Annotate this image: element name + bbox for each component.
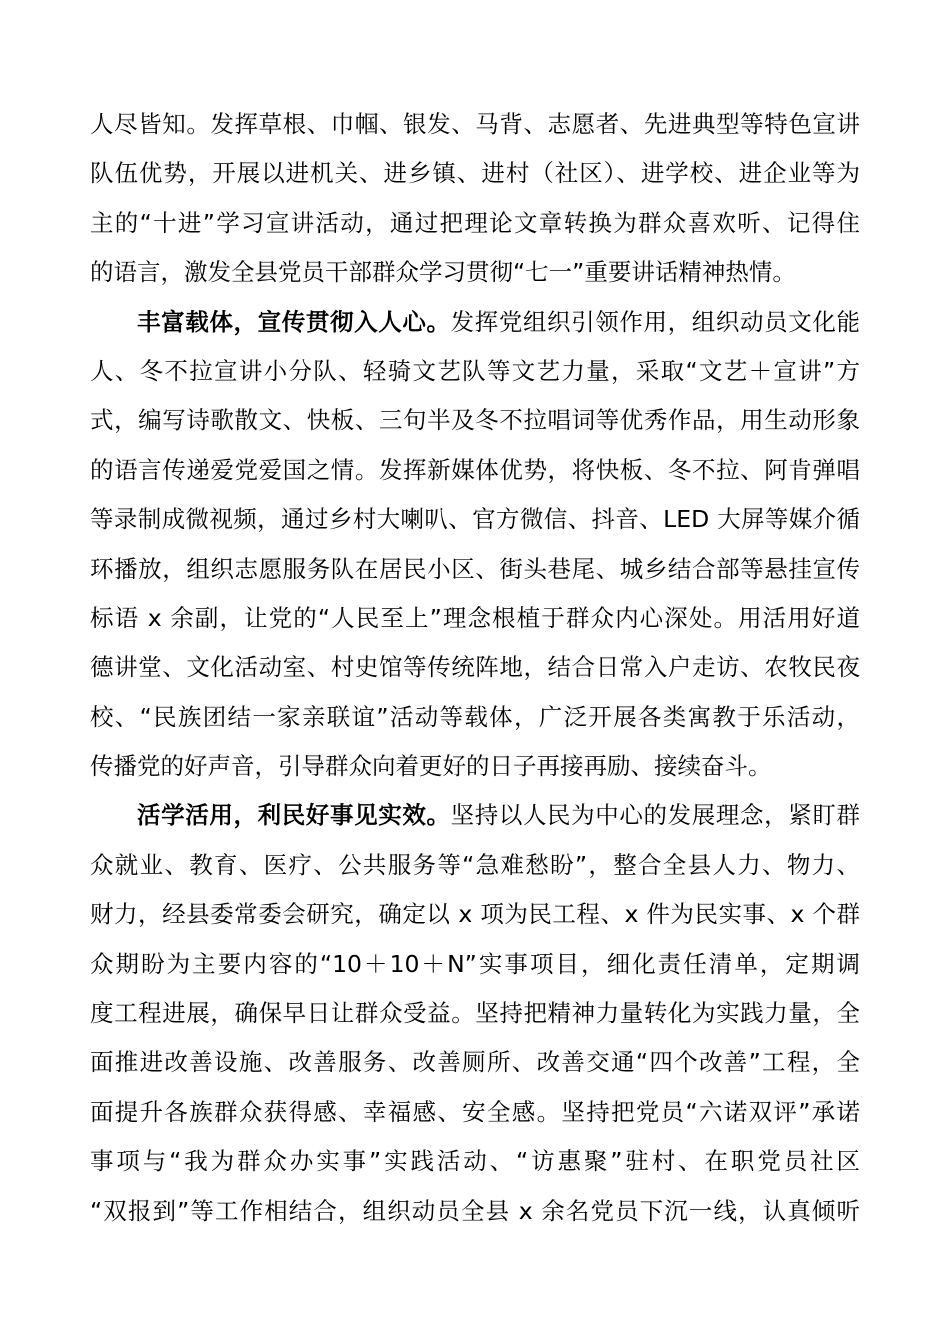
- text-line: 财力，经县委常委会研究，确定以 x 项为民工程、x 件为民实事、x 个群: [90, 900, 860, 929]
- paragraph-3: [90, 791, 860, 1236]
- text-line: 的语言传递爱党爱国之情。发挥新媒体优势，将快板、冬不拉、阿肯弹唱: [90, 455, 860, 484]
- paragraph-2: [90, 298, 860, 792]
- heading-line-text: 坚持以人民为中心的发展理念，紧盯群: [450, 801, 861, 830]
- paragraph-heading: 活学活用，利民好事见实效。: [137, 801, 451, 830]
- text-line: “双报到”等工作相结合，组织动员全县 x 余名党员下沉一线，认真倾听: [90, 1196, 860, 1225]
- paragraph-heading: 丰富载体，宣传贯彻入人心。: [137, 307, 451, 336]
- text-line: [90, 791, 860, 840]
- document-page: [90, 100, 860, 1236]
- text-line: 标语 x 余副，让党的“人民至上”理念根植于群众内心深处。用活用好道: [90, 603, 860, 632]
- text-line: 人、冬不拉宣讲小分队、轻骑文艺队等文艺力量，采取“文艺＋宣讲”方: [90, 356, 860, 385]
- text-line: 校、“民族团结一家亲联谊”活动等载体，广泛开展各类寓教于乐活动，: [90, 702, 860, 731]
- text-line: 度工程进展，确保早日让群众受益。坚持把精神力量转化为实践力量，全: [90, 999, 860, 1028]
- text-line: 主的“十进”学习宣讲活动，通过把理论文章转换为群众喜欢听、记得住: [90, 208, 860, 237]
- text-line: 传播党的好声音，引导群众向着更好的日子再接再励、接续奋斗。: [90, 752, 772, 781]
- text-line: 德讲堂、文化活动室、村史馆等传统阵地，结合日常入户走访、农牧民夜: [90, 653, 860, 682]
- text-line: 面提升各族群众获得感、幸福感、安全感。坚持把党员“六诺双评”承诺: [90, 1097, 860, 1126]
- heading-line-text: 发挥党组织引领作用，组织动员文化能: [450, 307, 861, 336]
- text-line: 环播放，组织志愿服务队在居民小区、街头巷尾、城乡结合部等悬挂宣传: [90, 554, 860, 583]
- text-line: [90, 298, 860, 347]
- text-line: 面推进改善设施、改善服务、改善厕所、改善交通“四个改善”工程，全: [90, 1048, 860, 1077]
- paragraph-1: [90, 100, 860, 298]
- text-line: 式，编写诗歌散文、快板、三句半及冬不拉唱词等优秀作品，用生动形象: [90, 406, 860, 435]
- text-line: 的语言，激发全县党员干部群众学习贯彻“七一”重要讲话精神热情。: [90, 258, 796, 287]
- text-line: 事项与“我为群众办实事”实践活动、“访惠聚”驻村、在职党员社区: [90, 1147, 860, 1176]
- text-line: 等录制成微视频，通过乡村大喇叭、官方微信、抖音、LED 大屏等媒介循: [90, 505, 860, 534]
- text-line: 队伍优势，开展以进机关、进乡镇、进村（社区）、进学校、进企业等为: [90, 159, 860, 188]
- text-line: 众期盼为主要内容的“10＋10＋N”实事项目，细化责任清单，定期调: [90, 949, 860, 978]
- text-line: 众就业、教育、医疗、公共服务等“急难愁盼”，整合全县人力、物力、: [90, 850, 860, 879]
- text-line: 人尽皆知。发挥草根、巾帼、银发、马背、志愿者、先进典型等特色宣讲: [90, 110, 860, 138]
